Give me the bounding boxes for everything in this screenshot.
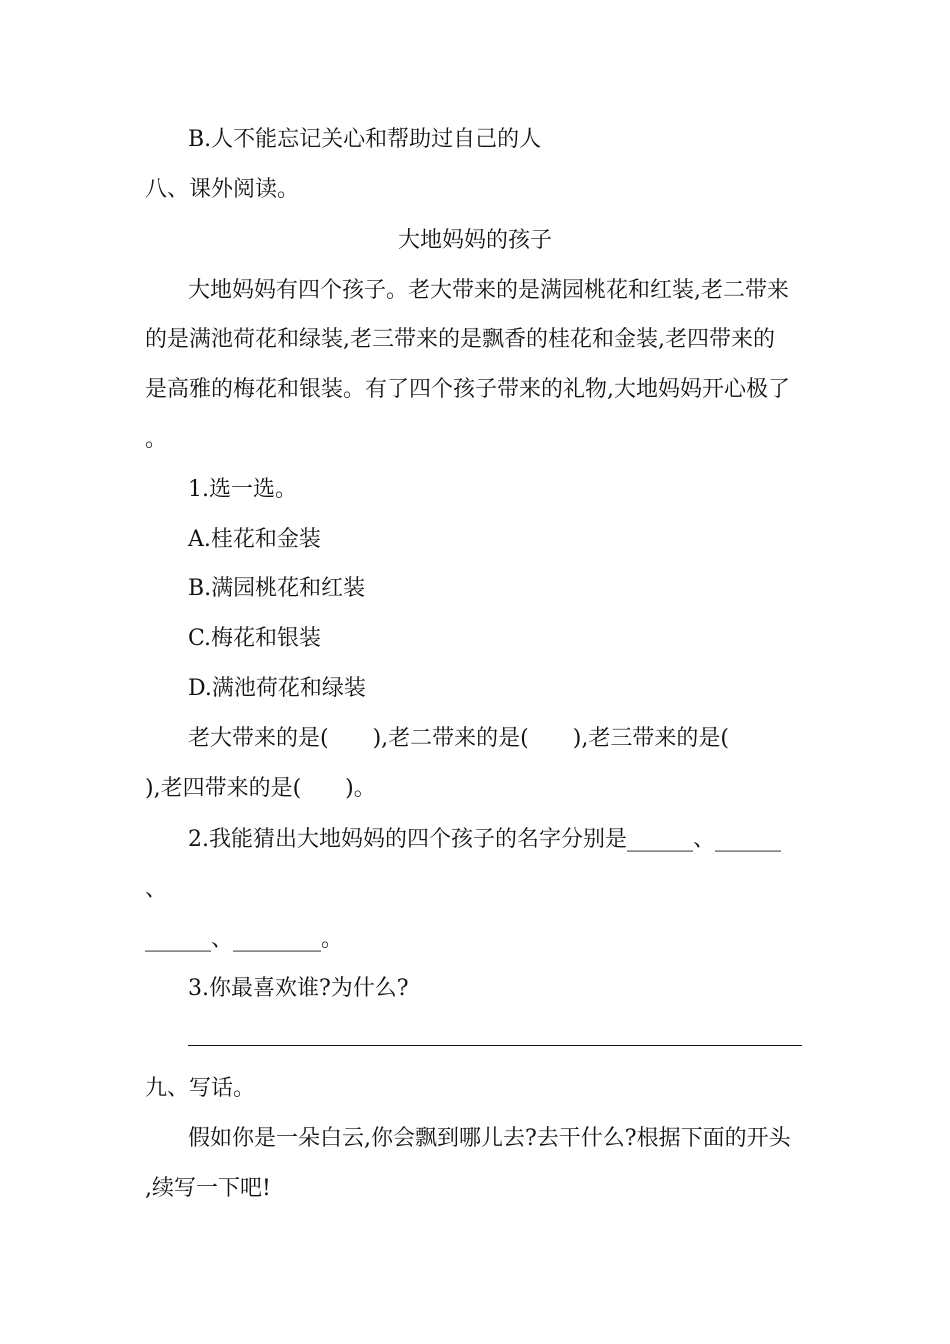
- option-a: A.桂花和金装: [188, 527, 321, 552]
- section-9-heading: 九、写话。: [145, 1076, 256, 1101]
- question-1-fill-line-2: ),老四带来的是( )。: [145, 776, 376, 801]
- passage-title: 大地妈妈的孩子: [397, 228, 552, 253]
- option-c: C.梅花和银装: [188, 626, 322, 651]
- question-1-fill-line-1: 老大带来的是( ),老二带来的是( ),老三带来的是(: [188, 726, 729, 751]
- question-3-answer-line: [188, 1045, 802, 1046]
- passage-line-3: 是高雅的梅花和银装。有了四个孩子带来的礼物,大地妈妈开心极了: [145, 377, 790, 402]
- question-2-line-3: ______、________。: [145, 927, 344, 952]
- passage-line-1: 大地妈妈有四个孩子。老大带来的是满园桃花和红装,老二带来: [188, 278, 789, 303]
- section-8-heading: 八、课外阅读。: [145, 177, 300, 202]
- passage-line-4: 。: [145, 427, 168, 452]
- section-9-line-1: 假如你是一朵白云,你会飘到哪儿去?去干什么?根据下面的开头: [188, 1126, 791, 1151]
- question-2-line-2: 、: [145, 877, 168, 902]
- question-3-prompt: 3.你最喜欢谁?为什么?: [188, 976, 409, 1001]
- section-9-line-2: ,续写一下吧!: [145, 1176, 271, 1201]
- previous-option-b: B.人不能忘记关心和帮助过自己的人: [188, 127, 542, 152]
- question-2-line-1: 2.我能猜出大地妈妈的四个孩子的名字分别是______、______: [188, 827, 781, 852]
- question-1-prompt: 1.选一选。: [188, 477, 297, 502]
- option-b: B.满园桃花和红装: [188, 576, 366, 601]
- passage-line-2: 的是满池荷花和绿装,老三带来的是飘香的桂花和金装,老四带来的: [145, 327, 775, 352]
- option-d: D.满池荷花和绿装: [188, 676, 366, 701]
